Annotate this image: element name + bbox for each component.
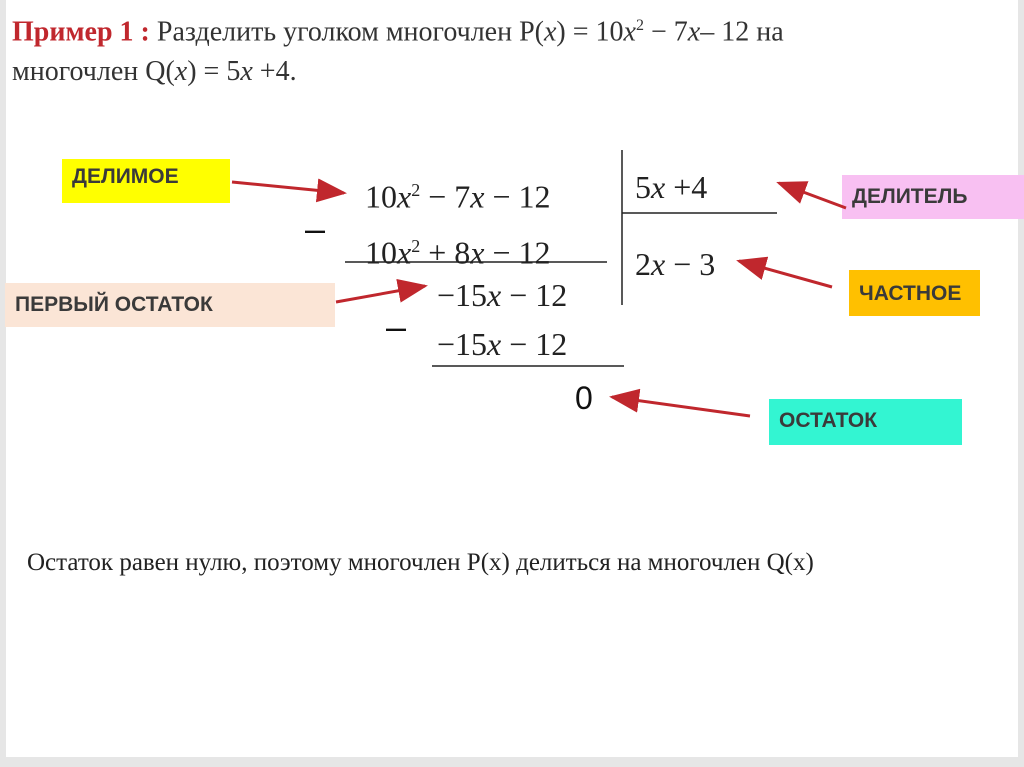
dividend-label: ДЕЛИМОЕ [62,159,230,203]
conclusion-text: Остаток равен нулю, поэтому многочлен P(x) делиться на многочлен Q(x) [27,549,814,576]
first-remainder-arrow [336,286,425,302]
divisor-label: ДЕЛИТЕЛЬ [842,175,1024,219]
first-subtrahend-expression: $10x^2 + 8x - 12$ [365,234,551,271]
dividend-expression: $10x^2 - 7x - 12$ [365,178,551,215]
first-remainder-expression: −15x − 12 [437,277,568,313]
quotient-label: ЧАСТНОЕ [849,270,980,316]
second-subtrahend-expression: −15x − 12 [437,326,568,362]
divisor-expression: 5x +4 [635,169,708,205]
dividend-arrow [232,182,344,193]
remainder-arrow [612,397,750,416]
quotient-expression: 2x − 3 [635,246,716,282]
first-remainder-label: ПЕРВЫЙ ОСТАТОК [5,283,335,327]
second-minus-sign: – [386,306,407,347]
first-minus-sign: – [305,208,326,249]
example-label: Пример 1 : [12,16,150,48]
final-remainder-value: 0 [575,380,593,416]
divisor-arrow [779,183,846,208]
quotient-arrow [739,261,832,287]
remainder-label: ОСТАТОК [769,399,962,445]
slide-title: Пример 1 : Разделить уголком многочлен $P(x) = 10x^2 - 7x-$ 12 на многочлен Q(x) = 5x +4. [12,16,784,88]
